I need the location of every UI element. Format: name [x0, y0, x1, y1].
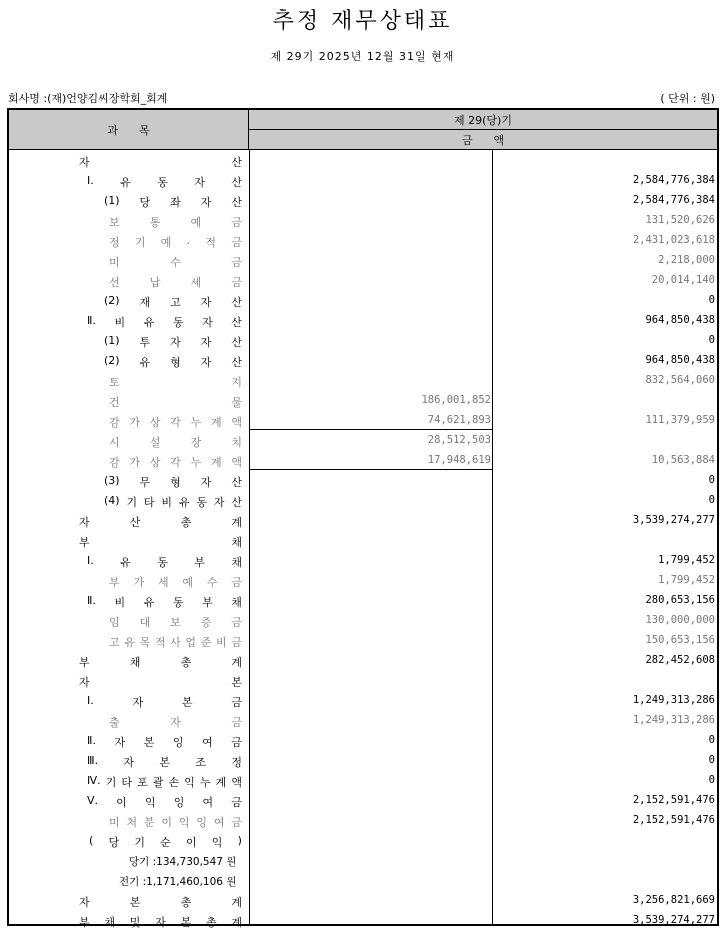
account-label: 건 물 [109, 396, 242, 409]
amount-value: 3,539,274,277 [632, 514, 715, 526]
period-subtitle: 제 29기 2025년 12월 31일 현재 [270, 50, 455, 63]
unit-label: ( 단위 : 원) [660, 92, 715, 105]
amount-value: 130,000,000 [645, 614, 715, 626]
amount-value: 282,452,608 [645, 654, 715, 666]
account-label: 미 처 분 이 익 잉 여 금 [109, 816, 242, 829]
table-row [9, 891, 717, 911]
amount-value: 964,850,438 [645, 354, 715, 366]
account-label: 자 본 총 계 [79, 896, 242, 909]
amount-value: 3,539,274,277 [632, 914, 715, 926]
table-row [9, 411, 717, 431]
account-label: Ⅱ. 자 본 잉 여 금 [87, 734, 242, 749]
amount-sub-value: 28,512,503 [427, 434, 491, 446]
account-label: 부 채 및 자 본 총 계 [79, 916, 242, 929]
account-label: (4) 기 타 비 유 동 자 산 [104, 494, 242, 509]
account-label: 부 가 세 예 수 금 [109, 576, 242, 589]
table-row [9, 211, 717, 231]
amount-value: 10,563,884 [651, 454, 715, 466]
table-row [9, 851, 717, 871]
account-label: 토 지 [109, 376, 242, 389]
amount-value: 1,249,313,286 [632, 714, 715, 726]
account-label: Ⅲ. 자 본 조 정 [87, 754, 242, 769]
table-row [9, 491, 717, 511]
table-row [9, 611, 717, 631]
account-label: 부 채 총 계 [79, 656, 242, 669]
amount-sub-value: 74,621,893 [427, 414, 491, 426]
account-column-header: 과 목 [9, 110, 249, 150]
table-row [9, 511, 717, 531]
account-label: 자 산 [79, 156, 242, 169]
table-row [9, 691, 717, 711]
account-label: 고 유 목 적 사 업 준 비 금 [109, 636, 242, 649]
page-title: 추정 재무상태표 [272, 9, 453, 34]
account-label: 보 통 예 금 [109, 216, 242, 229]
account-label: 전기 :1,171,460,106 원 [119, 876, 237, 888]
amount-value: 1,799,452 [658, 574, 715, 586]
amount-value: 0 [708, 334, 715, 346]
amount-value: 0 [708, 774, 715, 786]
account-label: 정 기 예 . 적 금 [109, 234, 242, 249]
amount-value: 2,431,023,618 [632, 234, 715, 246]
table-row [9, 571, 717, 591]
account-label: Ⅱ. 비 유 동 부 채 [87, 594, 242, 609]
table-row [9, 591, 717, 611]
account-label: 감 가 상 각 누 계 액 [109, 416, 242, 429]
amount-value: 131,520,626 [645, 214, 715, 226]
table-row [9, 271, 717, 291]
account-label: 선 납 세 금 [109, 276, 242, 289]
account-label: Ⅰ. 유 동 부 채 [87, 554, 242, 569]
amount-value: 2,152,591,476 [632, 794, 715, 806]
amount-value: 964,850,438 [645, 314, 715, 326]
amount-value: 20,014,140 [651, 274, 715, 286]
amount-value: 0 [708, 494, 715, 506]
table-row [9, 731, 717, 751]
account-label: (2) 유 형 자 산 [104, 354, 242, 369]
account-label: 임 대 보 증 금 [109, 616, 242, 629]
balance-sheet-table [7, 108, 719, 929]
table-row [9, 791, 717, 811]
amount-value: 0 [708, 474, 715, 486]
table-row [9, 871, 717, 891]
table-row [9, 551, 717, 571]
amount-sub-value: 17,948,619 [427, 454, 491, 466]
amount-sub-value: 186,001,852 [421, 394, 491, 406]
amount-value: 832,564,060 [645, 374, 715, 386]
account-label: Ⅱ. 비 유 동 자 산 [87, 314, 242, 329]
account-label: 당기 :134,730,547 원 [129, 856, 237, 868]
table-row [9, 531, 717, 551]
account-label: (1) 투 자 자 산 [104, 334, 242, 349]
table-row [9, 811, 717, 831]
account-label: Ⅳ. 기 타 포 괄 손 익 누 계 액 [87, 774, 242, 789]
amount-value: 2,152,591,476 [632, 814, 715, 826]
table-row [9, 631, 717, 651]
amount-value: 1,249,313,286 [632, 694, 715, 706]
table-row [9, 331, 717, 351]
account-label: Ⅰ. 유 동 자 산 [87, 174, 242, 189]
account-label: 감 가 상 각 누 계 액 [109, 456, 242, 469]
account-label: 미 수 금 [109, 256, 242, 269]
account-label: 자 본 [79, 676, 242, 689]
amount-value: 280,653,156 [645, 594, 715, 606]
table-row [9, 391, 717, 411]
table-row [9, 191, 717, 211]
period-column-header: 제 29(당)기 [249, 110, 717, 130]
account-label: 출 자 금 [109, 716, 242, 729]
table-row [9, 291, 717, 311]
account-label: (2) 재 고 자 산 [104, 294, 242, 309]
amount-column-header: 금 액 [249, 130, 717, 150]
account-label: 부 채 [79, 536, 242, 549]
amount-value: 111,379,959 [645, 414, 715, 426]
amount-value: 2,584,776,384 [632, 194, 715, 206]
account-label: (1) 당 좌 자 산 [104, 194, 242, 209]
account-label: (3) 무 형 자 산 [104, 474, 242, 489]
account-label: ( 당 기 순 이 익 ) [89, 834, 242, 849]
table-row [9, 251, 717, 271]
table-row [9, 171, 717, 191]
account-label: Ⅰ. 자 본 금 [87, 694, 242, 709]
amount-value: 2,218,000 [658, 254, 715, 266]
amount-value: 0 [708, 294, 715, 306]
company-name: 회사명 :(재)언양김씨장학회_회계 [8, 92, 168, 105]
table-row [9, 911, 717, 931]
table-row [9, 431, 717, 451]
account-label: 시 설 장 치 [109, 436, 242, 449]
table-row [9, 771, 717, 791]
table-row [9, 451, 717, 471]
amount-value: 0 [708, 734, 715, 746]
table-row [9, 751, 717, 771]
amount-value: 3,256,821,669 [632, 894, 715, 906]
table-row [9, 371, 717, 391]
table-row [9, 831, 717, 851]
table-row [9, 151, 717, 171]
account-label: Ⅴ. 이 익 잉 여 금 [87, 794, 242, 809]
amount-value: 0 [708, 754, 715, 766]
table-row [9, 671, 717, 691]
table-row [9, 651, 717, 671]
amount-value: 150,653,156 [645, 634, 715, 646]
account-label: 자 산 총 계 [79, 516, 242, 529]
table-row [9, 231, 717, 251]
table-row [9, 351, 717, 371]
table-row [9, 711, 717, 731]
table-row [9, 311, 717, 331]
amount-value: 1,799,452 [658, 554, 715, 566]
amount-value: 2,584,776,384 [632, 174, 715, 186]
table-row [9, 471, 717, 491]
